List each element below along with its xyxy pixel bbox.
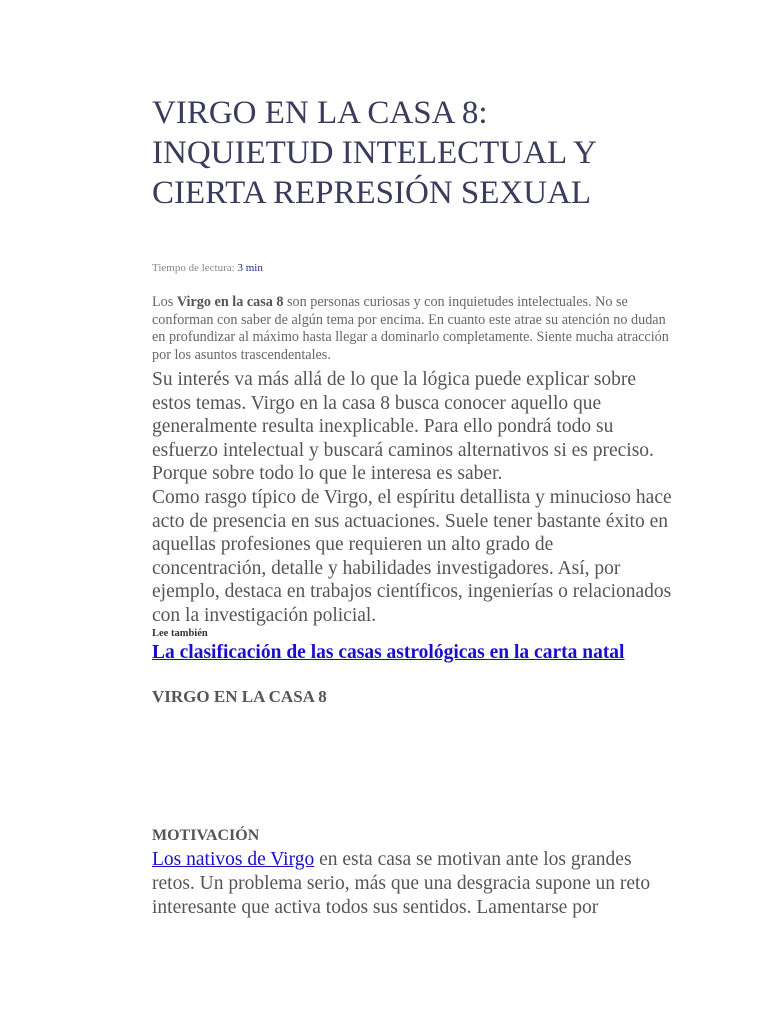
intro-pre: Los	[152, 294, 177, 310]
motivation-text: en esta casa se motivan ante los grandes retos. Un problema serio, más que una desgracia supone un reto interesante que activa todos sus sentidos. Lamentarse por	[152, 849, 651, 918]
motivation-heading: MOTIVACIÓN	[152, 827, 260, 844]
title-line-3: CIERTA REPRESIÓN SEXUAL	[152, 175, 592, 211]
intro-bold: Virgo en la casa 8	[176, 294, 284, 310]
see-also-label: Lee también	[152, 628, 208, 639]
reading-time-value: 3 min	[237, 262, 263, 274]
paragraph-2: Como rasgo típico de Virgo, el espíritu detallista y minucioso hace acto de presencia en sus actuaciones. Suele tener bastante éxito en aquellas profesiones que requieren un alto grado de concentración, detalle y habilidades investigadores. Así, por ejemplo, destaca en trabajos científicos, ingenierías o relacionados con la investigación policial.	[152, 487, 672, 626]
intro-post: son personas curiosas y con inquietudes intelectuales. No se conforman con saber de algún tema por encima. En cuanto este atrae su atención no dudan en profundizar al máximo hasta llegar a dominarlo completamente. Siente mucha atracción por los asuntos trascendentales.	[152, 294, 669, 363]
see-also-link[interactable]: La clasificación de las casas astrológicas en la carta natal	[152, 642, 625, 663]
title-line-1: VIRGO EN LA CASA 8:	[152, 95, 488, 131]
article-title	[152, 93, 672, 213]
title-line-2: INQUIETUD INTELECTUAL Y	[152, 135, 597, 171]
section-heading: VIRGO EN LA CASA 8	[152, 687, 327, 706]
motivation-paragraph	[152, 848, 672, 920]
virgo-natives-link[interactable]: Los nativos de Virgo	[152, 849, 315, 870]
reading-time	[152, 262, 263, 274]
reading-time-label: Tiempo de lectura:	[152, 262, 235, 274]
intro-paragraph	[152, 294, 672, 364]
paragraph-1: Su interés va más allá de lo que la lógica puede explicar sobre estos temas. Virgo en la casa 8 busca conocer aquello que generalmente resulta inexplicable. Para ello pondrá todo su esfuerzo intelectual y buscará caminos alternativos si es preciso. Porque sobre todo lo que le interesa es saber.	[152, 369, 654, 484]
